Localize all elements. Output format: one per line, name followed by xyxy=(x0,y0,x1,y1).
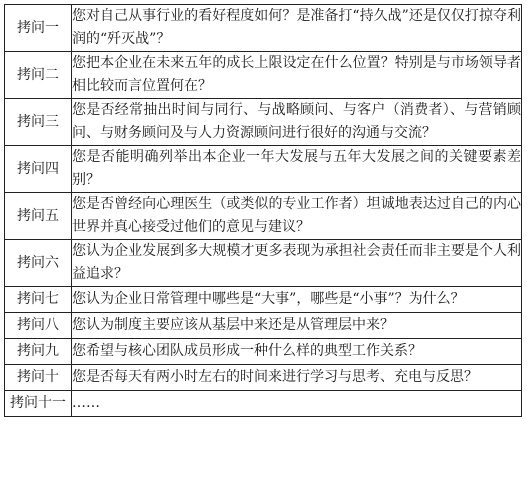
row-question: 您认为企业日常管理中哪些是“大事”，哪些是“小事”？为什么？ xyxy=(72,287,522,313)
row-question: 您对自己从事行业的看好程度如何？是准备打“持久战”还是仅仅打掠夺利润的“歼灭战”？ xyxy=(72,5,522,52)
row-question: 您是否能明确列举出本企业一年大发展与五年大发展之间的关键要素差别？ xyxy=(72,146,522,193)
interrogation-table xyxy=(4,4,522,417)
row-question: 您把本企业在未来五年的成长上限设定在什么位置？特别是与市场领导者相比较而言位置何在？ xyxy=(72,52,522,99)
table-row xyxy=(5,287,522,313)
row-question: 您认为企业发展到多大规模才更多表现为承担社会责任而非主要是个人利益追求？ xyxy=(72,240,522,287)
row-label: 拷问二 xyxy=(5,52,72,99)
row-question: 您是否曾经向心理医生（或类似的专业工作者）坦诚地表达过自己的内心世界并真心接受过他们的意见与建议？ xyxy=(72,193,522,240)
row-label: 拷问七 xyxy=(5,287,72,313)
row-question: 您希望与核心团队成员形成一种什么样的典型工作关系？ xyxy=(72,339,522,365)
row-label: 拷问十 xyxy=(5,365,72,391)
table-row xyxy=(5,146,522,193)
row-question: …… xyxy=(72,391,522,417)
table-row xyxy=(5,5,522,52)
row-label: 拷问五 xyxy=(5,193,72,240)
row-label: 拷问一 xyxy=(5,5,72,52)
row-label: 拷问九 xyxy=(5,339,72,365)
table-row xyxy=(5,391,522,417)
table-row xyxy=(5,339,522,365)
row-label: 拷问四 xyxy=(5,146,72,193)
table-row xyxy=(5,240,522,287)
row-label: 拷问六 xyxy=(5,240,72,287)
row-question: 您认为制度主要应该从基层中来还是从管理层中来？ xyxy=(72,313,522,339)
row-question: 您是否每天有两小时左右的时间来进行学习与思考、充电与反思？ xyxy=(72,365,522,391)
row-question: 您是否经常抽出时间与同行、与战略顾问、与客户（消费者）、与营销顾问、与财务顾问及与人力资源顾问进行很好的沟通与交流？ xyxy=(72,99,522,146)
table-row xyxy=(5,52,522,99)
row-label: 拷问十一 xyxy=(5,391,72,417)
table-row xyxy=(5,365,522,391)
table-row xyxy=(5,193,522,240)
row-label: 拷问八 xyxy=(5,313,72,339)
row-label: 拷问三 xyxy=(5,99,72,146)
table-row xyxy=(5,313,522,339)
table-row xyxy=(5,99,522,146)
